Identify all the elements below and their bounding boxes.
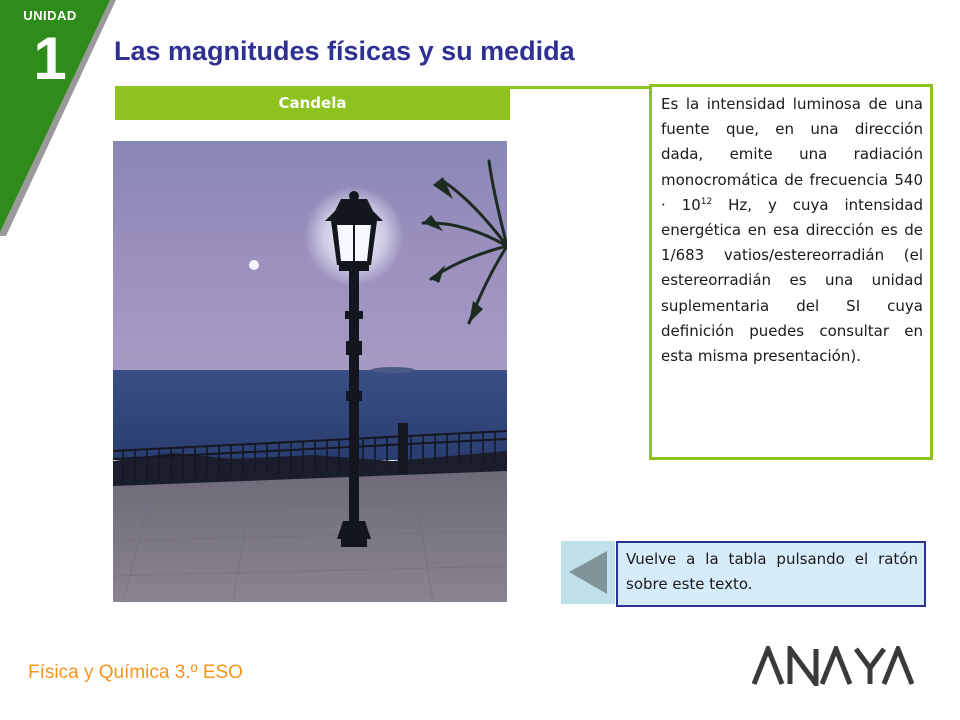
unit-tab bbox=[0, 0, 120, 240]
definition-text-end: Hz, y cuya intensidad energética en esa dirección es de 1/683 vatios/estereorradián (el estereorradián es una unidad suplementaria del SI cuya definición puedes consultar en esta misma presentación). bbox=[661, 195, 924, 366]
unit-label: UNIDAD bbox=[23, 8, 77, 23]
anaya-logo-mark bbox=[752, 646, 914, 686]
unit-number: 1 bbox=[33, 25, 67, 92]
lamp-photo bbox=[113, 141, 507, 602]
left-triangle-icon bbox=[561, 541, 615, 604]
anaya-logo bbox=[752, 646, 914, 686]
section-banner: Candela bbox=[115, 86, 510, 120]
subject-footer: Física y Química 3.º ESO bbox=[28, 662, 243, 683]
header-rule bbox=[510, 86, 650, 89]
back-to-table-link[interactable]: Vuelve a la tabla pulsando el ratón sobre este texto. bbox=[616, 541, 926, 607]
definition-box bbox=[649, 84, 933, 460]
definition-exponent: 12 bbox=[700, 196, 713, 207]
definition-text-start: Es la intensidad luminosa de una fuente que, en una dirección dada, emite una radiación monocromática de frecuencia 540 · 10 bbox=[661, 95, 923, 214]
back-button[interactable] bbox=[561, 541, 615, 604]
page-title: Las magnitudes físicas y su medida bbox=[114, 36, 575, 66]
